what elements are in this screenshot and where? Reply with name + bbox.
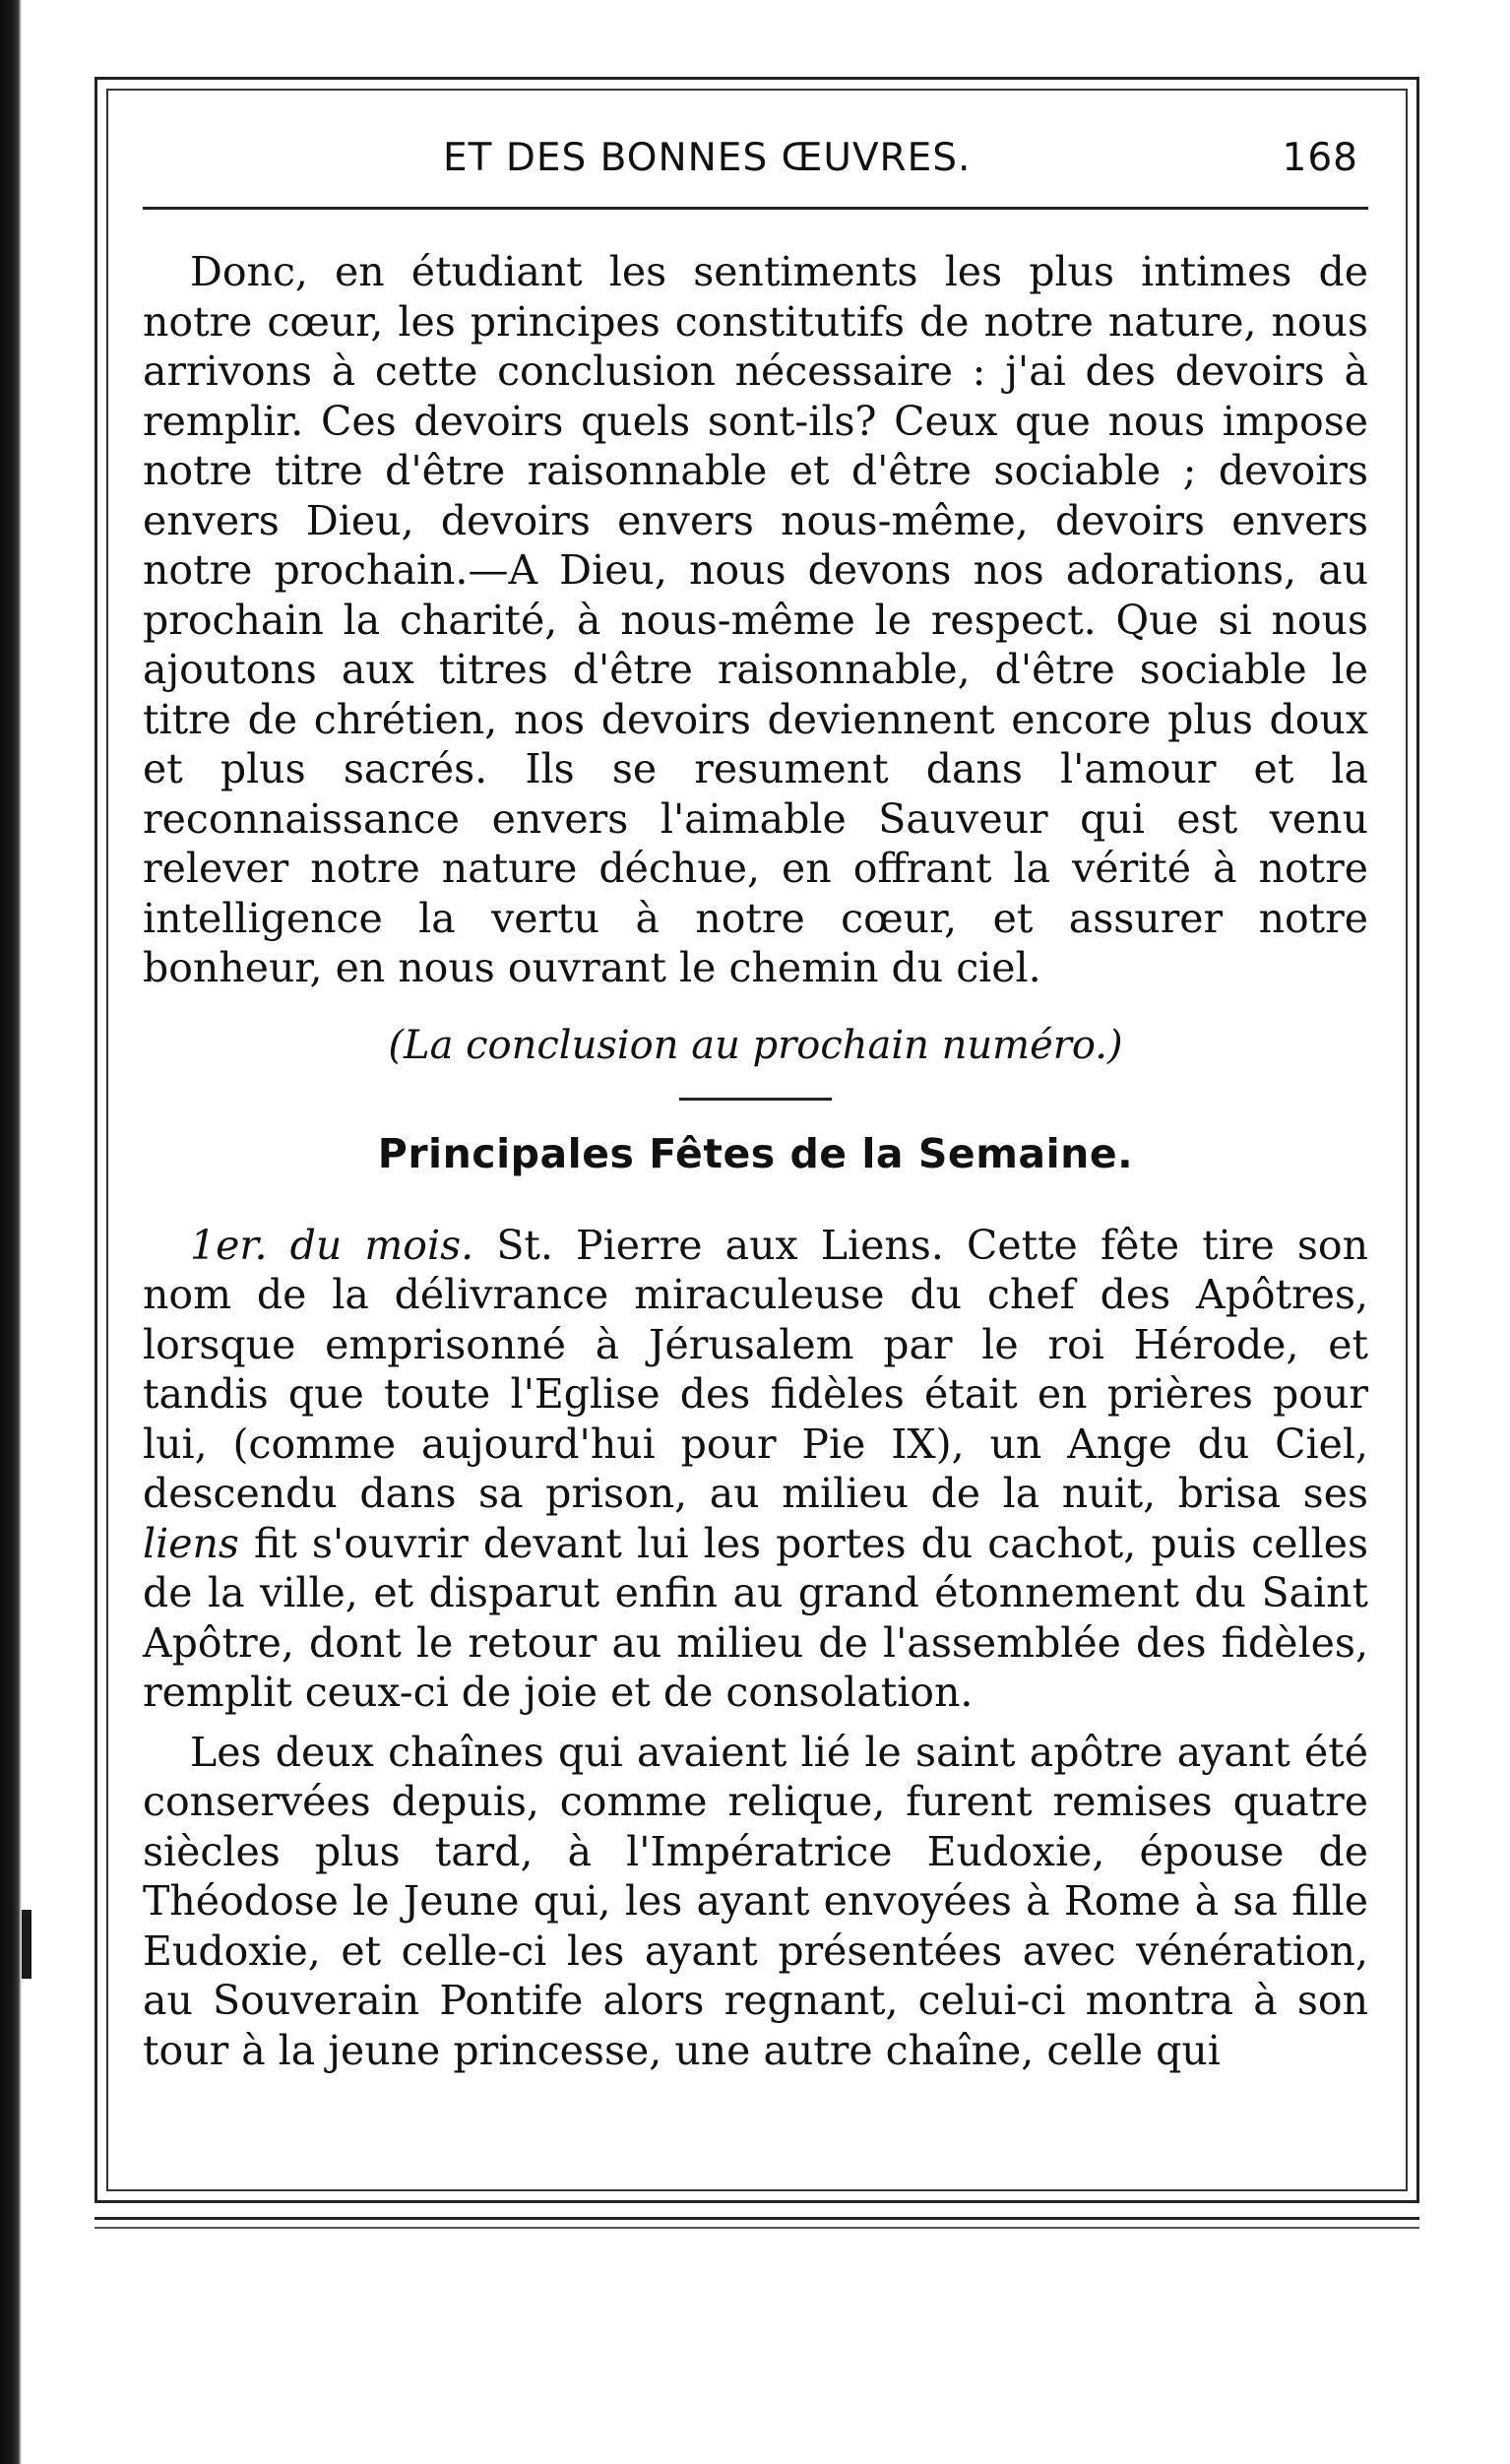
- running-header: [143, 118, 1368, 207]
- page-number: 168: [1282, 136, 1358, 180]
- feast-italic-word: liens: [143, 1519, 239, 1567]
- page-binding-shadow: [0, 0, 22, 2464]
- feast-paragraph: [143, 1221, 1368, 1718]
- page-content: [143, 118, 1368, 2176]
- body-paragraph: Donc, en étudiant les sentiments les plus intimes de notre cœur, les principes constitutifs de notre nature, nous arrivons à cette conclusion nécessaire : j'ai des devoirs à remplir. Ces devoirs quels sont-ils? Ceux que nous impose notre titre d'être raisonnable et d'être sociable ; devoirs envers Dieu, devoirs envers nous-même, devoirs envers notre prochain.—A Dieu, nous devons nos adorations, au prochain la charité, à nous-même le respect. Que si nous ajoutons aux titres d'être raisonnable, d'être sociable le titre de chrétien, nos devoirs deviennent encore plus doux et plus sacrés. Ils se resument dans l'amour et la reconnaissance envers l'aimable Sauveur qui est venu relever notre nature déchue, en offrant la vérité à notre intelligence la vertu à notre cœur, et assurer notre bonheur, en nous ouvrant le chemin du ciel.: [143, 248, 1368, 991]
- feast-paragraph-2: Les deux chaînes qui avaient lié le saint apôtre ayant été conservées depuis, comme relique, furent remises quatre siècles plus tard, à l'Impératrice Eudoxie, épouse de Théodose le Jeune qui, les ayant envoyées à Rome à sa fille Eudoxie, et celle-ci les ayant présentées avec vénération, au Souverain Pontife alors regnant, celui-ci montra à son tour à la jeune princesse, une autre chaîne, celle qui: [143, 1728, 1368, 2074]
- feast-text: St. Pierre aux Liens. Cette fête tire son nom de la délivrance miraculeuse du chef des Apôtres, lorsque emprisonné à Jérusalem par le roi Hérode, et tandis que toute l'Eglise des fidèles était en prières pour lui, (comme aujourd'hui pour Pie IX), un Ange du Ciel, descendu dans sa prison, au milieu de la nuit, brisa ses: [143, 1221, 1368, 1517]
- running-title: ET DES BONNES ŒUVRES.: [443, 136, 972, 180]
- feast-date: 1er. du mois.: [190, 1221, 474, 1269]
- header-rule: [143, 207, 1368, 210]
- continuation-note: (La conclusion au prochain numéro.): [388, 1022, 1123, 1068]
- section-heading: Principales Fêtes de la Semaine.: [377, 1129, 1134, 1177]
- binding-notch: [22, 1910, 31, 1979]
- bottom-rule: [94, 2217, 1419, 2220]
- feast-text-rest: fit s'ouvrir devant lui les portes du cachot, puis celles de la ville, et disparut enfin au grand étonnement du Saint Apôtre, dont le retour au milieu de l'assemblée des fidèles, remplit ceux-ci de joie et de consolation.: [143, 1519, 1368, 1716]
- section-divider: [679, 1098, 832, 1101]
- bottom-rule-secondary: [94, 2227, 1419, 2229]
